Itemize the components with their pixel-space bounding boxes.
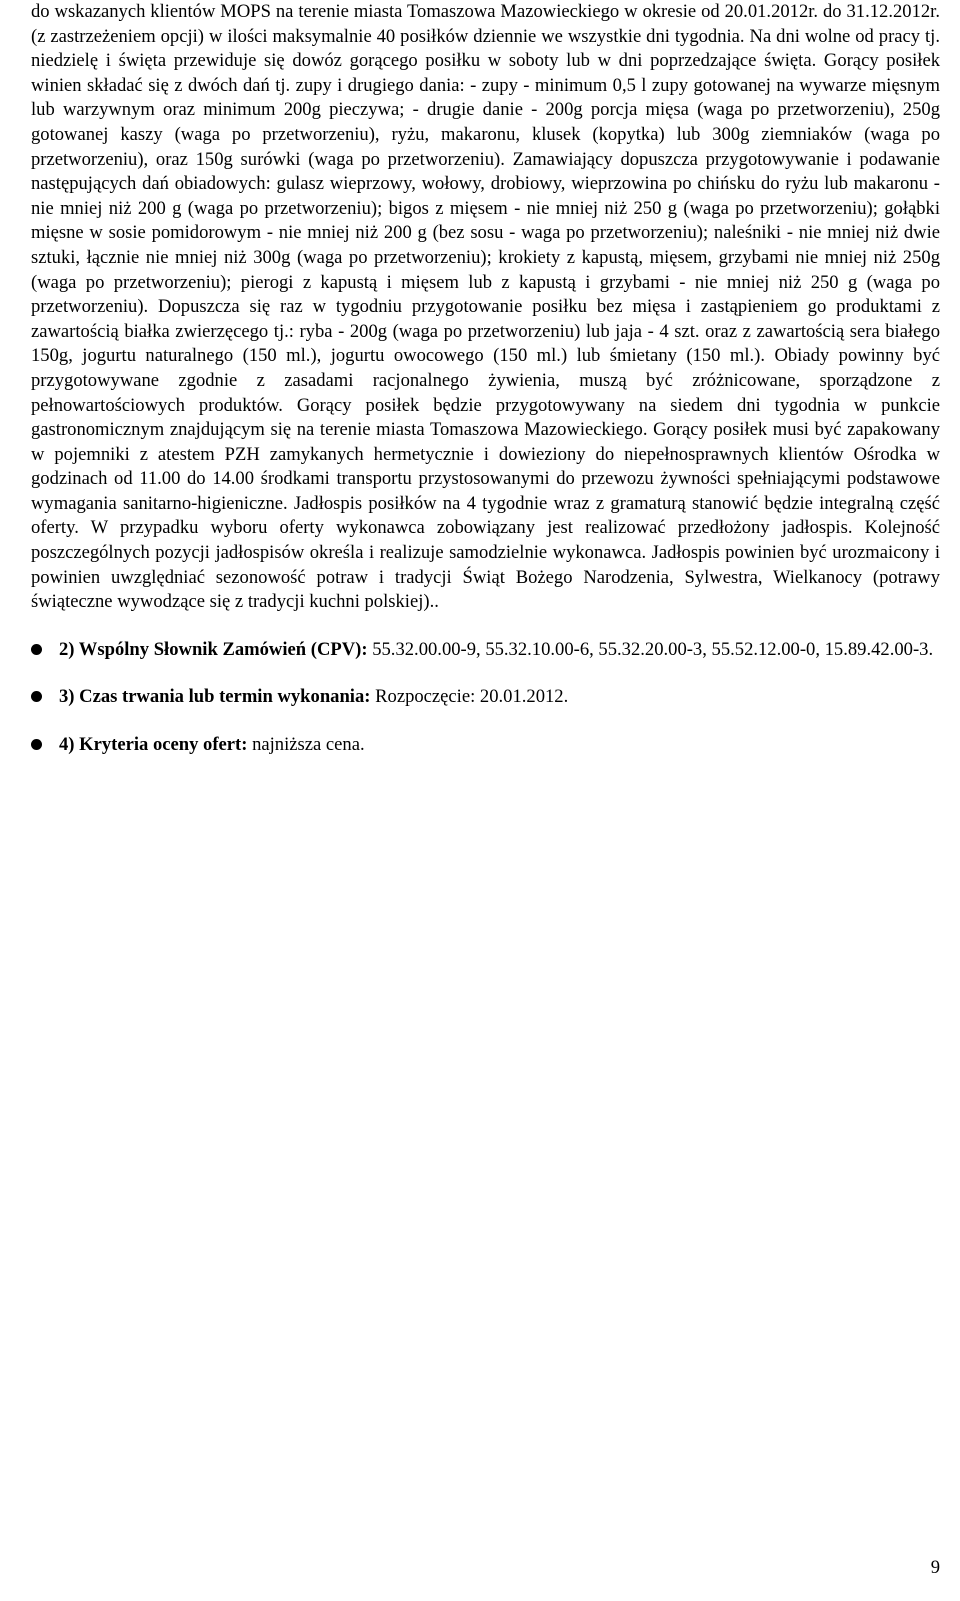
list-item-label: 3) Czas trwania lub termin wykonania:: [59, 686, 371, 708]
bullet-dot-icon: [31, 739, 42, 750]
list-item-label: 4) Kryteria oceny ofert:: [59, 734, 248, 756]
list-item-label: 2) Wspólny Słownik Zamówień (CPV):: [59, 638, 368, 660]
list-item-value: 55.32.00.00-9, 55.32.10.00-6, 55.32.20.00-3, 55.52.12.00-0, 15.89.42.00-3.: [367, 638, 934, 660]
list-item-value: najniższa cena.: [247, 734, 365, 756]
list-item-cpv: [31, 638, 940, 663]
list-item-criteria: [31, 733, 940, 758]
page-number: 9: [930, 1557, 940, 1578]
list-item-duration: [31, 685, 940, 710]
bullet-dot-icon: [31, 691, 42, 702]
document-page: [31, 0, 940, 758]
criteria-list: [31, 638, 940, 758]
body-paragraph: do wskazanych klientów MOPS na terenie miasta Tomaszowa Mazowieckiego w okresie od 20.01.2012r. do 31.12.2012r. (z zastrzeżeniem opcji) w ilości maksymalnie 40 posiłków dziennie we wszystkie dni tygodnia. Na dni wolne od pracy tj. niedzielę i święta przewiduje się dowóz gorącego posiłku w soboty lub w dni poprzedzające święta. Gorący posiłek winien składać się z dwóch dań tj. zupy i drugiego dania: - zupy - minimum 0,5 l zupy gotowanej na wywarze mięsnym lub warzywnym oraz minimum 200g pieczywa; - drugie danie - 200g porcja mięsa (waga po przetworzeniu), 250g gotowanej kaszy (waga po przetworzeniu), ryżu, makaronu, klusek (kopytka) lub 300g ziemniaków (waga po przetworzeniu), oraz 150g surówki (waga po przetworzeniu). Zamawiający dopuszcza przygotowywanie i podawanie następujących dań obiadowych: gulasz wieprzowy, wołowy, drobiowy, wieprzowina po chińsku do ryżu lub makaronu - nie mniej niż 200 g (waga po przetworzeniu); bigos z mięsem - nie mniej niż 250 g (waga po przetworzeniu); gołąbki mięsne w sosie pomidorowym - nie mniej niż 200 g (bez sosu - waga po przetworzeniu); naleśniki - nie mniej niż dwie sztuki, łącznie nie mniej niż 300g (waga po przetworzeniu); krokiety z kapustą, mięsem, grzybami nie mniej niż 250g (waga po przetworzeniu); pierogi z kapustą i mięsem lub z kapustą i grzybami - nie mniej niż 250 g (waga po przetworzeniu). Dopuszcza się raz w tygodniu przygotowanie posiłku bez mięsa i zastąpieniem go produktami z zawartością białka zwierzęcego tj.: ryba - 200g (waga po przetworzeniu) lub jaja - 4 szt. oraz z zawartością sera białego 150g, jogurtu naturalnego (150 ml.), jogurtu owocowego (150 ml.) lub śmietany (150 ml.). Obiady powinny być przygotowywane zgodnie z zasadami racjonalnego żywienia, muszą być zróżnicowane, sporządzone z pełnowartościowych produktów. Gorący posiłek będzie przygotowywany na siedem dni tygodnia w punkcie gastronomicznym znajdującym się na terenie miasta Tomaszowa Mazowieckiego. Gorący posiłek musi być zapakowany w pojemniki z atestem PZH zamykanych hermetycznie i dowieziony do niepełnosprawnych klientów Ośrodka w godzinach od 11.00 do 14.00 środkami transportu przystosowanymi do przewozu żywności spełniającymi podstawowe wymagania sanitarno-higieniczne. Jadłospis posiłków na 4 tygodnie wraz z gramaturą stanowić będzie integralną część oferty. W przypadku wyboru oferty wykonawca zobowiązany jest realizować przedłożony jadłospis. Kolejność poszczególnych pozycji jadłospisów określa i realizuje samodzielnie wykonawca. Jadłospis powinien być urozmaicony i powinien uwzględniać sezonowość potraw i tradycji Świąt Bożego Narodzenia, Sylwestra, Wielkanocy (potrawy świąteczne wywodzące się z tradycji kuchni polskiej)..: [31, 1, 940, 613]
bullet-dot-icon: [31, 644, 42, 655]
list-item-value: Rozpoczęcie: 20.01.2012.: [370, 686, 569, 708]
